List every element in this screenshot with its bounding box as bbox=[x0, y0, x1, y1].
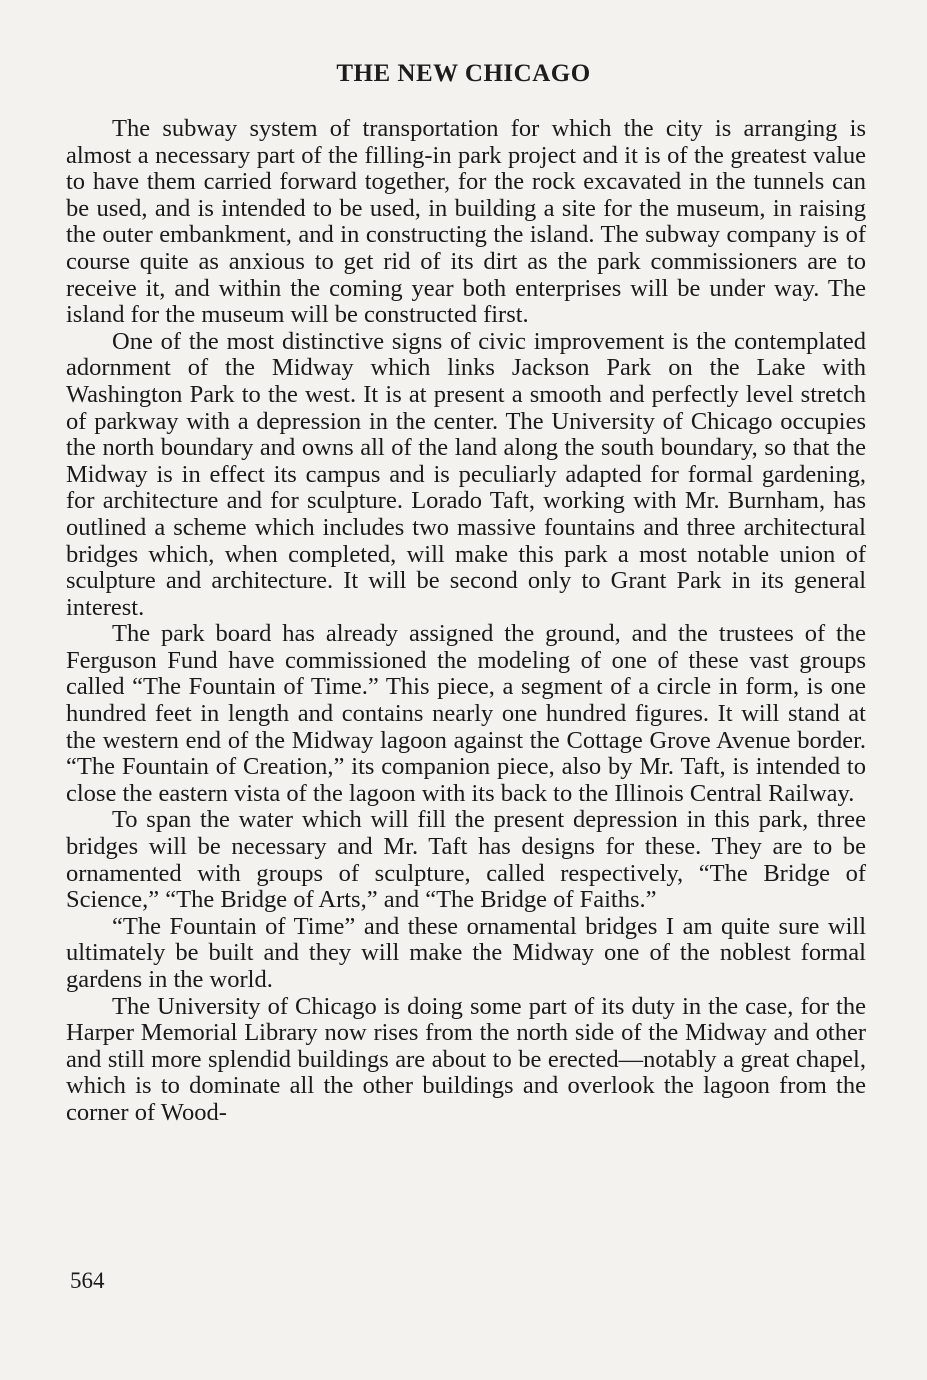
paragraph: One of the most distinctive signs of civic improvement is the contemplated adornment of the Midway which links Jackson Park on the Lake with Washington Park to the west. It is at present a smooth and perfectly level stretch of parkway with a depression in the center. The University of Chicago occupies the north boundary and owns all of the land along the south boundary, so that the Midway is in effect its campus and is peculiarly adapted for formal gardening, for architecture and for sculpture. Lorado Taft, working with Mr. Burnham, has outlined a scheme which includes two massive fountains and three architectural bridges which, when completed, will make this park a most notable union of sculpture and architecture. It will be second only to Grant Park in its general interest. bbox=[66, 327, 866, 621]
paragraph: The subway system of transportation for which the city is arranging is almost a necessary part of the filling-in park project and it is of the greatest value to have them carried forward together, for the rock excavated in the tunnels can be used, and is intended to be used, in building a site for the museum, in raising the outer embankment, and in constructing the island. The subway company is of course quite as anxious to get rid of its dirt as the park commissioners are to receive it, and within the coming year both enterprises will be under way. The island for the museum will be constructed first. bbox=[66, 115, 866, 329]
paragraph: The University of Chicago is doing some part of its duty in the case, for the Harper Memorial Library now rises from the north side of the Midway and other and still more splendid buildings are about to be erected—notably a great chapel, which is to dominate all the other buildings and overlook the lagoon from the corner of Wood- bbox=[66, 992, 866, 1126]
body-text bbox=[66, 116, 866, 1127]
paragraph: The park board has already assigned the ground, and the trustees of the Ferguson Fund have commissioned the modeling of one of these vast groups called “The Fountain of Time.” This piece, a segment of a circle in form, is one hundred feet in length and contains nearly one hundred figures. It will stand at the western end of the Midway lagoon against the Cottage Grove Avenue border. “The Fountain of Creation,” its companion piece, also by Mr. Taft, is intended to close the eastern vista of the lagoon with its back to the Illinois Central Railway. bbox=[66, 620, 866, 807]
running-head: THE NEW CHICAGO bbox=[336, 60, 591, 87]
paragraph: To span the water which will fill the present depression in this park, three bridges will be necessary and Mr. Taft has designs for these. They are to be ornamented with groups of sculpture, called respectively, “The Bridge of Science,” “The Bridge of Arts,” and “The Bridge of Faiths.” bbox=[66, 806, 866, 914]
paragraph: “The Fountain of Time” and these ornamental bridges I am quite sure will ultimately be built and they will make the Midway one of the noblest formal gardens in the world. bbox=[66, 912, 866, 993]
page-number: 564 bbox=[70, 1268, 105, 1293]
